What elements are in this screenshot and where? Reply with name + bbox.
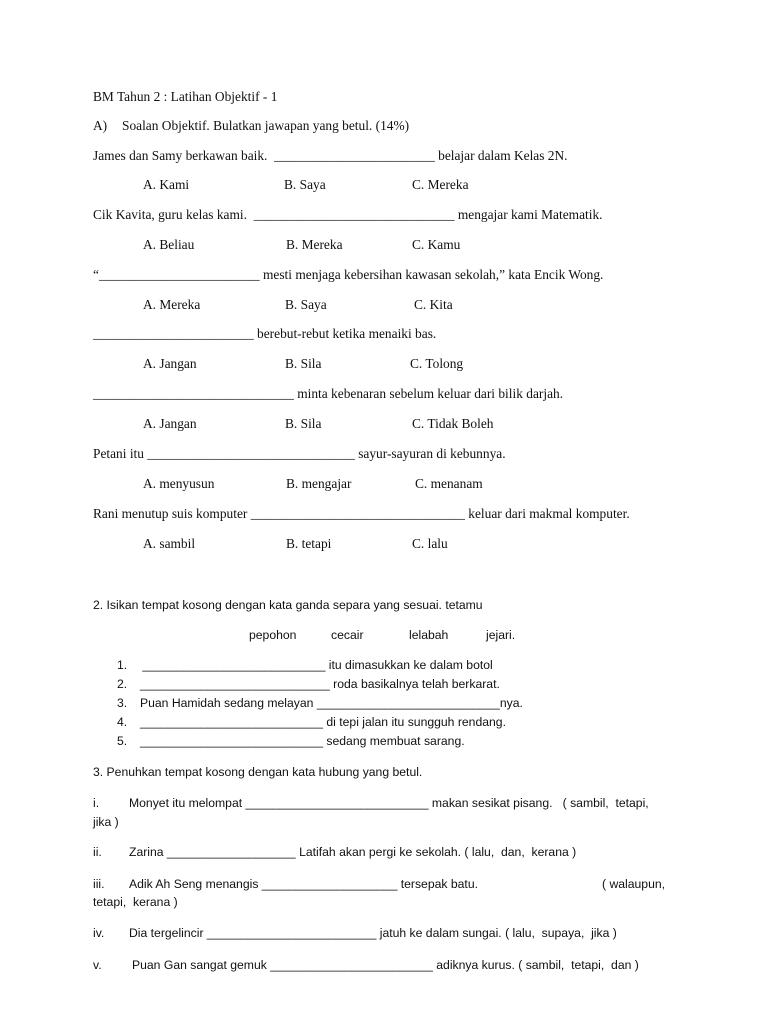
question-stem: ________________________ berebut-rebut ketika menaiki bas. [93, 326, 437, 341]
fill-blank-item[interactable]: Puan Gan sangat gemuk ________________________ adiknya kurus. ( sambil, tetapi, dan ) [132, 958, 639, 972]
question-stem: Rani menutup suis komputer ________________________________ keluar dari makmal komputer. [93, 506, 630, 521]
fill-blank-item[interactable]: Zarina ___________________ Latifah akan pergi ke sekolah. ( lalu, dan, kerana ) [129, 845, 577, 859]
fill-blank-item[interactable]: Puan Hamidah sedang melayan ___________________________nya. [140, 696, 523, 710]
item-number: 3. [117, 696, 128, 710]
item-number: v. [93, 958, 102, 972]
item-number: 1. [117, 658, 128, 672]
item-number: iii. [93, 877, 105, 891]
option-c[interactable]: C. Kamu [412, 237, 461, 252]
fill-blank-item[interactable]: Adik Ah Seng menangis ____________________ tersepak batu. [129, 877, 478, 891]
option-b[interactable]: B. Mereka [286, 237, 343, 252]
item-continuation: tetapi, kerana ) [93, 895, 178, 909]
option-a[interactable]: A. menyusun [143, 476, 215, 491]
option-c[interactable]: C. Tolong [410, 356, 464, 371]
word-bank-item: cecair [331, 628, 364, 642]
fill-blank-item[interactable]: ___________________________ itu dimasukkan ke dalam botol [139, 658, 493, 672]
item-continuation: jika ) [93, 815, 119, 829]
fill-blank-item[interactable]: ___________________________ di tepi jalan itu sungguh rendang. [140, 715, 506, 729]
item-number: 4. [117, 715, 128, 729]
section-a-instruction: Soalan Objektif. Bulatkan jawapan yang betul. (14%) [122, 118, 410, 133]
option-a[interactable]: A. Jangan [143, 416, 197, 431]
question-stem: “________________________ mesti menjaga kebersihan kawasan sekolah,” kata Encik Wong. [93, 267, 604, 282]
word-bank-item: jejari. [486, 628, 516, 642]
option-c[interactable]: C. Mereka [412, 177, 469, 192]
fill-blank-item[interactable]: Dia tergelincir _________________________ jatuh ke dalam sungai. ( lalu, supaya, jika ) [129, 926, 617, 940]
item-number: ii. [93, 845, 102, 859]
question-stem: Cik Kavita, guru kelas kami. ______________________________ mengajar kami Matematik. [93, 207, 603, 222]
option-b[interactable]: B. Saya [285, 297, 327, 312]
option-c[interactable]: C. menanam [415, 476, 483, 491]
fill-blank-item[interactable]: ____________________________ roda basikalnya telah berkarat. [140, 677, 500, 691]
item-number: iv. [93, 926, 105, 940]
option-b[interactable]: B. Sila [285, 356, 322, 371]
option-b[interactable]: B. tetapi [286, 536, 332, 551]
section-a-marker: A) [93, 118, 108, 133]
question-stem: Petani itu _______________________________ sayur-sayuran di kebunnya. [93, 446, 506, 461]
option-b[interactable]: B. mengajar [286, 476, 352, 491]
option-a[interactable]: A. Mereka [143, 297, 201, 312]
option-b[interactable]: B. Saya [284, 177, 326, 192]
item-choices: ( walaupun, [602, 877, 666, 891]
question-stem: James dan Samy berkawan baik. ________________________ belajar dalam Kelas 2N. [93, 148, 568, 163]
option-b[interactable]: B. Sila [285, 416, 322, 431]
question-stem: ______________________________ minta kebenaran sebelum keluar dari bilik darjah. [93, 386, 564, 401]
option-a[interactable]: A. Jangan [143, 356, 197, 371]
option-a[interactable]: A. Kami [143, 177, 190, 192]
word-bank-item: lelabah [409, 628, 449, 642]
option-a[interactable]: A. Beliau [143, 237, 195, 252]
fill-blank-item[interactable]: ___________________________ sedang membuat sarang. [140, 734, 465, 748]
option-c[interactable]: C. Tidak Boleh [412, 416, 494, 431]
option-c[interactable]: C. Kita [414, 297, 453, 312]
option-a[interactable]: A. sambil [143, 536, 196, 551]
section-3-title: 3. Penuhkan tempat kosong dengan kata hubung yang betul. [93, 765, 423, 779]
item-number: 2. [117, 677, 128, 691]
item-number: i. [93, 796, 100, 810]
section-2-title: 2. Isikan tempat kosong dengan kata ganda separa yang sesuai. tetamu [93, 598, 483, 612]
item-number: 5. [117, 734, 128, 748]
option-c[interactable]: C. lalu [412, 536, 448, 551]
page-title: BM Tahun 2 : Latihan Objektif - 1 [93, 89, 278, 104]
word-bank-item: pepohon [249, 628, 297, 642]
fill-blank-item[interactable]: Monyet itu melompat ___________________________ makan sesikat pisang. ( sambil, tetapi, [129, 796, 649, 810]
